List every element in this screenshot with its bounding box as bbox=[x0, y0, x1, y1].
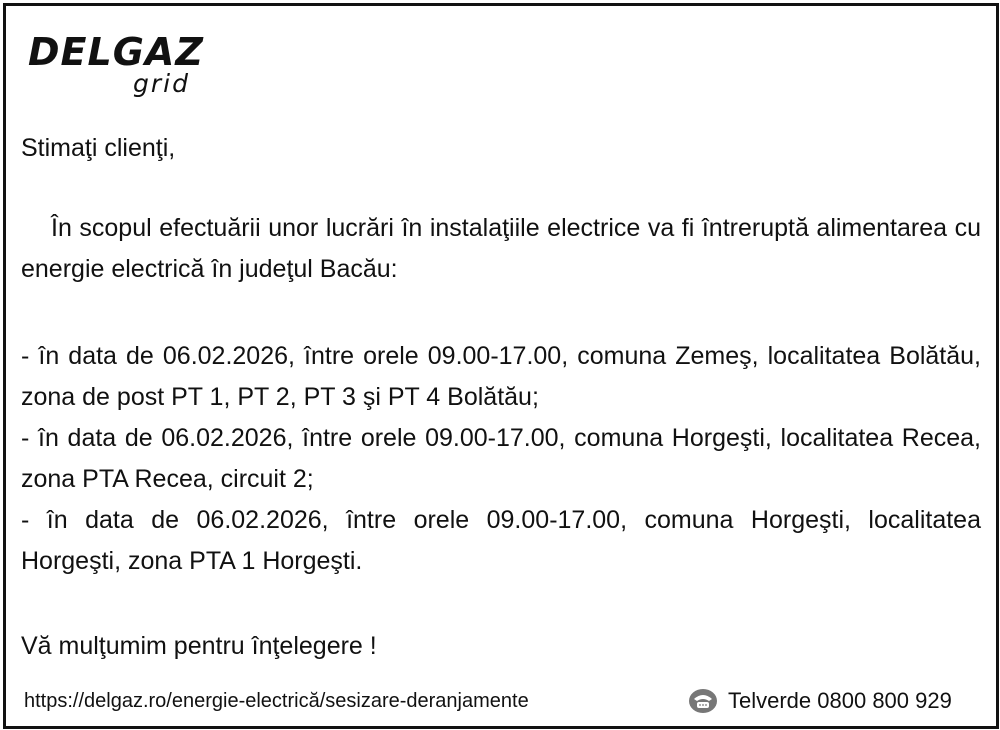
logo-subtitle: grid bbox=[133, 69, 190, 98]
logo-wordmark: DELGAZ bbox=[28, 30, 204, 74]
outage-item: - în data de 06.02.2026, între orele 09.00-17.00, comuna Horgeşti, localitatea Horgeşti, zona PTA 1 Horgeşti. bbox=[21, 506, 981, 575]
hotline-number: Telverde 0800 800 929 bbox=[728, 688, 952, 713]
outage-item: - în data de 06.02.2026, între orele 09.00-17.00, comuna Horgeşti, localitatea Recea, zona PTA Recea, circuit 2; bbox=[21, 424, 981, 493]
delgaz-grid-logo bbox=[28, 32, 208, 102]
outage-item: - în data de 06.02.2026, între orele 09.00-17.00, comuna Zemeş, localitatea Bolătău, zona de post PT 1, PT 2, PT 3 şi PT 4 Bolătău; bbox=[21, 342, 981, 411]
greeting: Stimaţi clienţi, bbox=[21, 134, 176, 162]
report-fault-link[interactable]: https://delgaz.ro/energie-electrică/sesizare-deranjamente bbox=[24, 690, 529, 712]
hotline bbox=[688, 685, 952, 717]
outage-notice bbox=[3, 3, 999, 729]
closing-text: Vă mulţumim pentru înţelegere ! bbox=[21, 632, 377, 660]
intro-paragraph: În scopul efectuării unor lucrări în instalaţiile electrice va fi întreruptă alimentarea cu energie electrică în judeţul Bacău: bbox=[21, 214, 981, 283]
telephone-icon bbox=[688, 688, 718, 714]
